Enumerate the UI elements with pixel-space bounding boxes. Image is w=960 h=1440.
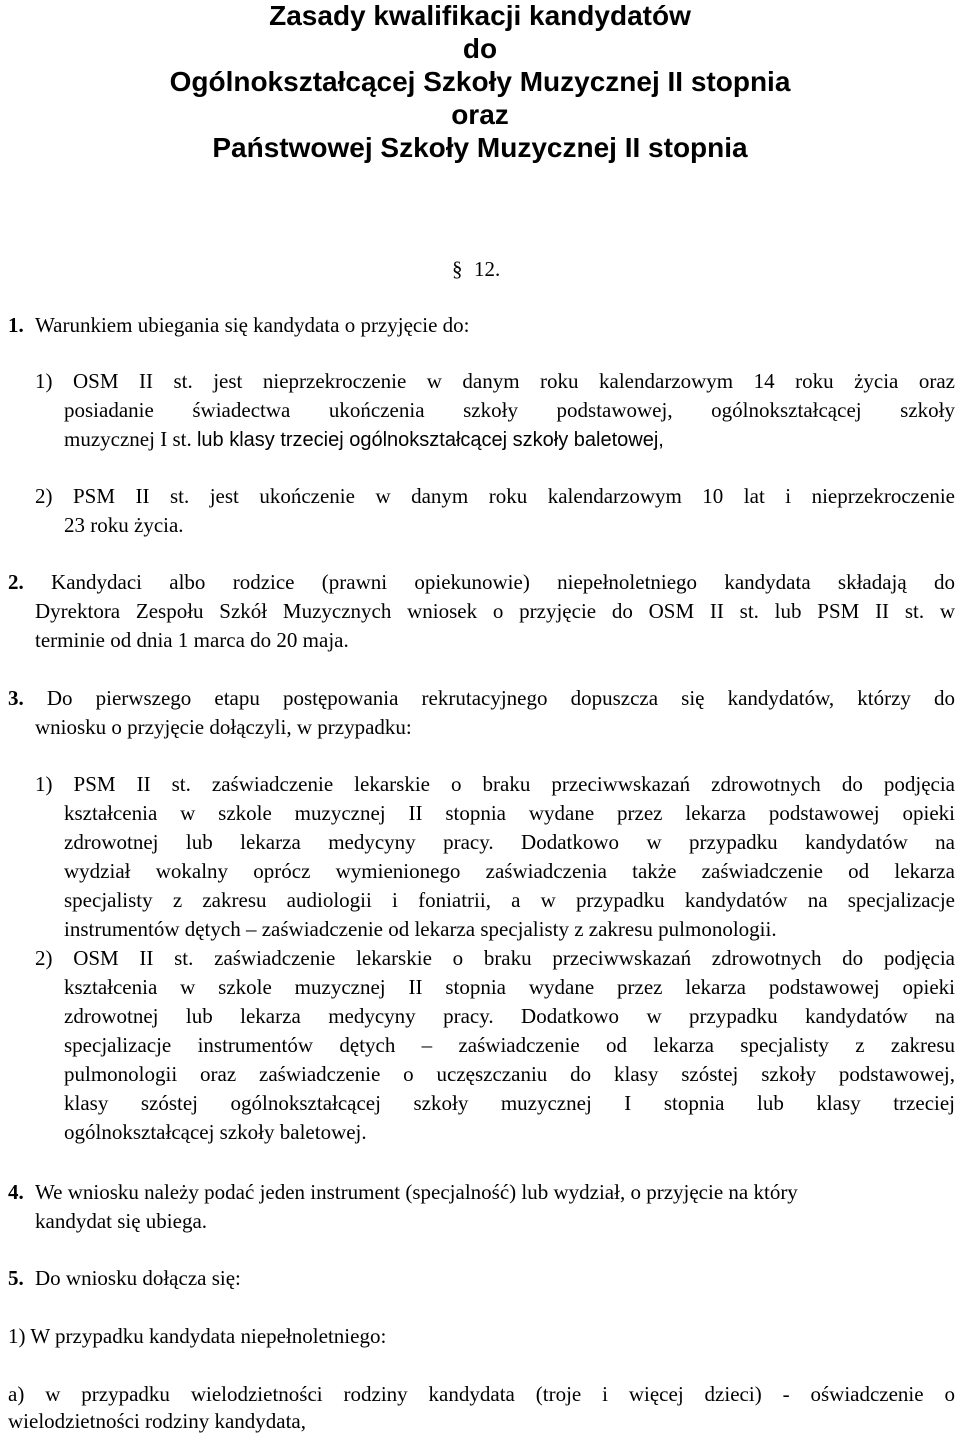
item-text: muzycznej I st. [64,427,192,451]
section-number: 12. [474,257,501,281]
paragraph-text: Do wniosku dołącza się: [35,1266,241,1290]
item-text: zaświadczenie lekarskie o braku przeciwwskazań zdrowotnych do podjęcia [214,946,956,970]
p2-line3: terminie od dnia 1 marca do 20 maja. [35,628,349,652]
p3-item2-line5: pulmonologii oraz zaświadczenie o uczęszczaniu do klasy szóstej szkoły podstawowej, [64,1062,955,1086]
p3-item2-line2: kształcenia w szkole muzycznej II stopnia wydane przez lekarza podstawowej opieki [64,975,955,999]
p2-line1 [8,569,955,595]
p3-item1-line2: kształcenia w szkole muzycznej II stopnia wydane przez lekarza podstawowej opieki [64,801,955,825]
paragraph-number: 5. [8,1266,24,1290]
p3-item2-line6: klasy szóstej ogólnokształcącej szkoły muzycznej I stopnia lub klasy trzeciej [64,1091,955,1115]
p1-item1-line2: posiadanie świadectwa ukończenia szkoły podstawowej, ogólnokształcącej szkoły [64,398,955,422]
paragraph-text: Do pierwszego etapu postępowania rekrutacyjnego dopuszcza się kandydatów, którzy do [46,686,956,710]
p3-item2-line3: zdrowotnej lub lekarza medycyny pracy. Dodatkowo w przypadku kandydatów na [64,1004,955,1028]
item-text: zaświadczenie lekarskie o braku przeciwwskazań zdrowotnych do podjęcia [211,772,955,796]
paragraph-text: We wniosku należy podać jeden instrument (specjalność) lub wydział, o przyjęcie na który [35,1180,798,1204]
p5-a-line1: a) w przypadku wielodzietności rodziny kandydata (troje i więcej dzieci) - oświadczenie o [8,1382,955,1406]
title-line-2: do [462,33,498,64]
p3-item2-line7: ogólnokształcącej szkoły baletowej. [64,1120,367,1144]
title-line-4: oraz [451,99,509,130]
paragraph-number: 2. [8,570,24,594]
p3-line1 [8,685,955,711]
p1-item2-line2: 23 roku życia. [64,513,184,537]
title-line-3: Ogólnokształcącej Szkoły Muzycznej II stopnia [169,66,791,97]
p1-item1-line1 [35,368,955,394]
p3-item2-line4: specjalizacje instrumentów dętych – zaświadczenie od lekarza specjalisty z zakresu [64,1033,955,1057]
p3-item1-line1 [35,771,955,797]
p3-line2: wniosku o przyjęcie dołączyli, w przypadku: [35,715,412,739]
p5-a-line2: wielodzietności rodziny kandydata, [8,1409,306,1433]
p1-item2-line1 [35,483,955,509]
section-heading [452,256,512,282]
p3-item1-line4: wydział wokalny oprócz wymienionego zaświadczenia także zaświadczenie od lekarza [64,859,955,883]
paragraph-text: Warunkiem ubiegania się kandydata o przyjęcie do: [35,313,470,337]
p3-item2-line1 [35,945,955,971]
p5-heading [8,1265,241,1291]
item-label: 1) PSM II st. [35,772,191,796]
title-line-5: Państwowej Szkoły Muzycznej II stopnia [212,132,748,163]
section-symbol: § [452,257,463,281]
item-label: 2) PSM II st. [35,484,190,508]
paragraph-text: Kandydaci albo rodzice (prawni opiekunowie) niepełnoletniego kandydata składają do [51,570,955,594]
p2-line2: Dyrektora Zespołu Szkół Muzycznych wniosek o przyjęcie do OSM II st. lub PSM II st. w [35,599,955,623]
title-line-1: Zasady kwalifikacji kandydatów [269,0,691,31]
item-text: jest nieprzekroczenie w danym roku kalendarzowym 14 roku życia oraz [213,369,956,393]
p4-line1 [8,1179,798,1205]
p4-line2: kandydat się ubiega. [35,1209,208,1233]
paragraph-1-heading [8,312,469,338]
paragraph-number: 3. [8,686,24,710]
p1-item1-line3 [64,426,664,453]
p3-item1-line6: instrumentów dętych – zaświadczenie od lekarza specjalisty z zakresu pulmonologii. [64,917,777,941]
item-text: jest ukończenie w danym roku kalendarzowym 10 lat i nieprzekroczenie [209,484,955,508]
paragraph-number: 1. [8,313,24,337]
item-label: 2) OSM II st. [35,946,194,970]
p5-sub1: 1) W przypadku kandydata niepełnoletniego: [8,1324,387,1348]
p3-item1-line3: zdrowotnej lub lekarza medycyny pracy. Dodatkowo w przypadku kandydatów na [64,830,955,854]
item-text-sans: lub klasy trzeciej ogólnokształcącej szkoły baletowej, [196,429,664,451]
p3-item1-line5: specjalisty z zakresu audiologii i foniatrii, a w przypadku kandydatów na specjalizacje [64,888,955,912]
item-label: 1) OSM II st. [35,369,193,393]
paragraph-number: 4. [8,1180,24,1204]
